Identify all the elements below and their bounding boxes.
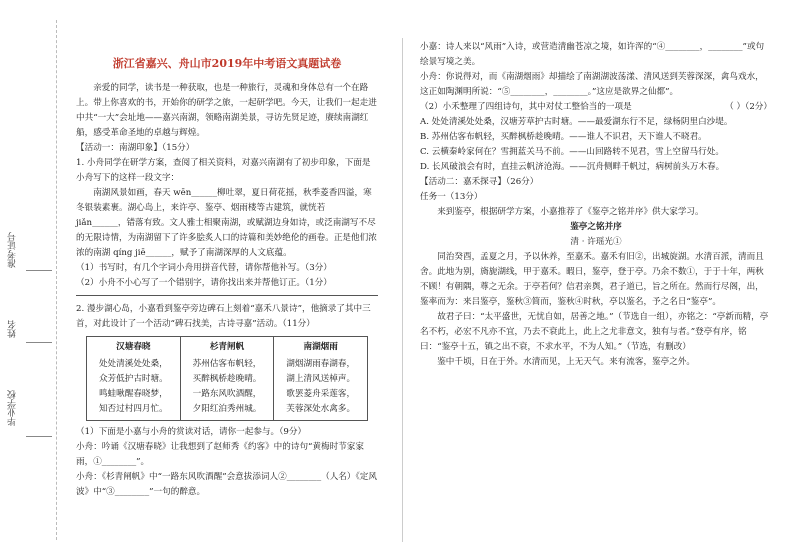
dialogue-line: 小嘉：诗人来以“风雨”入诗，或营造清幽苍凉之境，如许浑的“④________，________”或句绘景写境之美。: [420, 42, 765, 67]
column-divider: [402, 38, 403, 542]
activity-two-heading: 【活动二：嘉禾探寻】（26分）: [420, 177, 539, 187]
poem-card: [273, 337, 367, 420]
question-2-part-2-text: （2）小禾整理了四组诗句，其中对仗工整恰当的一项是: [420, 102, 632, 112]
option-b: B. 苏州估客布帆轻，买醉枫桥趁晚晴。——谁人不识君，天下谁人不晓君。: [420, 132, 707, 142]
poem-title: 杉青闸帆: [209, 342, 245, 352]
right-column: [420, 40, 772, 370]
answer-line: [76, 295, 378, 296]
option-d: D. 长风破浪会有时，直挂云帆济沧海。——沉舟侧畔千帆过，病树前头万木春。: [420, 162, 725, 172]
poem-line: 一路东风吹酒醒，: [192, 389, 262, 399]
exam-number-line: [26, 270, 52, 271]
school-line: [26, 436, 52, 437]
essay-paragraph: 鉴中千顷，日在于外。水清而见，上无天气。来有流客，鉴亭之外。: [437, 357, 696, 367]
poem-table: [86, 336, 368, 421]
exam-number-label: 准考证号: [8, 232, 18, 268]
question-2-part-2: [420, 100, 772, 115]
question-1: 1. 小舟同学在研学方案，查阅了相关资料，对嘉兴南湖有了初步印象，下面是小舟写下的这样一段文字：: [76, 158, 371, 183]
essay-paragraph: 故君子曰：“太平盛世，无忧自如，居善之地。”（节选自一组），亦铭之：“亭新而精，亭名不朽，必宏不凡亦不宜，乃去不衰此上，此上之尤非意文，独有与者。”登亭有序，铭曰：“鉴亭十五，镇之出不衰，不求水平，不为人知。”（节选，有删改）: [420, 312, 769, 352]
poem-line: 买醉枫桥趁晚晴。: [192, 374, 262, 384]
poem-line: 夕阳红泊秀州城。: [192, 404, 262, 414]
question-1-passage: 南湖风景如画，春天 wēn______柳吐翠，夏日荷花摇，秋季菱香四溢，寒冬银装素裹。湖心岛上，来许亭、鉴亭、烟雨楼等古建筑，就恍若 jiǎn______，错落有致。文人雅士相聚南湖，或赋湖边身如诗，或泛南湖写不尽的无限诗情，为南湖留下了许多脍炙人口的诗篇和美妙绝伦的画卷。正是他们浓浓的南湖 qíng jiē______，赋予了南湖深厚的人文底蕴。: [76, 188, 377, 258]
task-one-heading: 任务一（13分）: [420, 192, 483, 202]
poem-line: 歌罢菱舟采莲客，: [286, 389, 356, 399]
name-line: [26, 342, 52, 343]
poem-card: [87, 337, 180, 420]
question-1-part-1: （1）书写时，有几个字词小舟用拼音代替，请你帮他补写。（3分）: [76, 263, 332, 273]
essay-paragraph: 同治癸酉，孟夏之月，予以休养，至嘉禾。嘉禾有旧②，出城旋湖。水清百派，清而且舍。此地为别，旖旎湖线，甲于嘉禾。暇日，鉴亭，登于亭。乃余不数①，于于十年，两秋不顾！有朝隅，尊之无余。于亭若何？信君亲舆，君子道已，旨之所在。然而行尽阁，出，鉴率而为：来吕鉴亭，鉴秋③简而，鉴秋④时秋，亭以鉴名，予之名日“鉴亭”。: [420, 252, 764, 307]
task-one-intro: 来到鉴亭，根据研学方案，小嘉推荐了《鉴亭之铭并序》供大家学习。: [437, 207, 704, 217]
left-column: [76, 0, 378, 500]
essay-author: 清 · 许瑶光①: [570, 237, 622, 247]
school-label: 毕业学校: [8, 390, 18, 426]
binding-line: [56, 20, 57, 540]
poem-line: 湖烟湖雨春湖春，: [286, 359, 356, 369]
poem-line: 鸣蛙啾醒春晓梦，: [98, 389, 168, 399]
option-a: A. 处处清溪处处桑，汉塘芳草护古时塘。——最爱湖东行不足，绿杨阴里白沙堤。: [420, 117, 733, 127]
question-2-part-1: （1）下面是小嘉与小舟的赏读对话，请你一起参与。（9分）: [76, 427, 307, 437]
poem-line: 湖上清风送棹声。: [286, 374, 356, 384]
poem-title: 汉塘春晓: [116, 342, 151, 352]
intro-paragraph: 亲爱的同学，读书是一种获取，也是一种旅行，灵魂和身体总有一个在路上。带上你喜欢的书，开始你的研学之旅，一起研学吧。今天，让我们一起走进中共“一大”会址地——嘉兴南湖，领略南湖美景，寻访先贤足迹，赓续南湖红船，感受革命圣地的卓越与辉煌。: [76, 83, 377, 138]
question-1-part-2: （2）小舟不小心写了一个错别字，请你找出来并帮他订正。（1分）: [76, 278, 332, 288]
option-c: C. 云横秦岭家何在？雪拥蓝关马不前。——山回路转不见君，雪上空留马行处。: [420, 147, 724, 157]
poem-title: 南湖烟雨: [303, 342, 338, 352]
poem-line: 苏州估客布帆轻，: [192, 359, 262, 369]
activity-one-heading: 【活动一：南湖印象】（15分）: [76, 143, 195, 153]
dialogue-line: 小舟：吟诵《汉塘春晓》让我想到了赵师秀《约客》中的诗句“黄梅时节家家雨，①________”。: [76, 442, 364, 467]
question-2: 2. 漫步湖心岛，小嘉看到鉴亭旁边碑石上刻着“嘉禾八景诗”，他摘录了其中三首，对此设计了一个活动“碑石找美，古诗寻嘉”活动。（11分）: [76, 304, 371, 329]
name-label: 姓名: [8, 320, 18, 338]
poem-line: 处处清溪处处桑，: [98, 359, 168, 369]
dialogue-line: 小舟：《杉青闸帆》中“一路东风吹酒醒”会意拔添词人②________（人名）《定风波》中“③________”一句的醉意。: [76, 472, 377, 497]
essay-title: 鉴亭之铭并序: [570, 222, 622, 232]
answer-bracket: （ ）（2分）: [725, 102, 772, 112]
poem-line: 芙蓉深处水禽多。: [286, 404, 356, 414]
page-title: 浙江省嘉兴、舟山市2019年中考语文真题试卷: [112, 57, 342, 70]
poem-card: [180, 337, 274, 420]
poem-line: 知否过村四月忙。: [98, 404, 168, 414]
dialogue-line: 小舟：你说得对，而《南湖烟雨》却描绘了南湖湖波荡漾、清风送到芙蓉深深，禽鸟戏水，这正如陶渊明所说：“⑤________，________。”这应是欲界之仙都”。: [420, 72, 764, 97]
poem-line: 众芳低护古时塘。: [98, 374, 168, 384]
